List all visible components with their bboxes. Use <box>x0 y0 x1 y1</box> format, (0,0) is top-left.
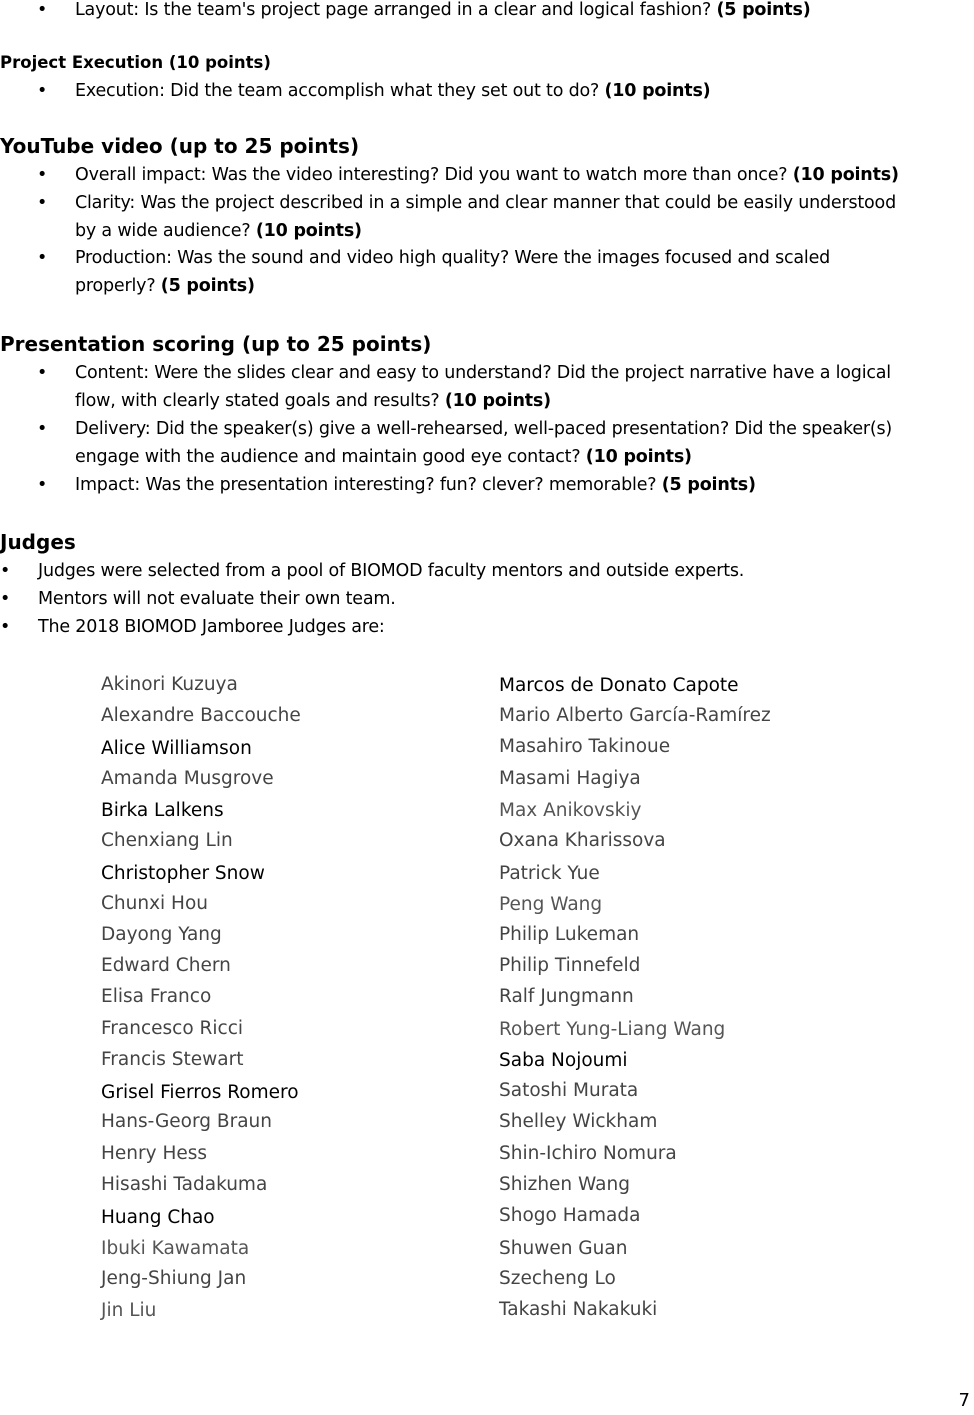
judge-name: Alice Williamson <box>101 738 252 759</box>
judge-name: Takashi Nakakuki <box>499 1299 658 1320</box>
judge-name: Akinori Kuzuya <box>101 674 238 695</box>
judge-name: Ibuki Kawamata <box>101 1238 250 1259</box>
criterion-text-line2: flow, with clearly stated goals and results? (10 points) <box>75 391 551 411</box>
judge-name: Hans-Georg Braun <box>101 1111 272 1132</box>
judges-note-text: The 2018 BIOMOD Jamboree Judges are: <box>38 617 385 637</box>
criterion-text: Layout: Is the team's project page arranged in a clear and logical fashion? (5 points) <box>75 0 811 20</box>
criterion-delivery <box>0 415 974 471</box>
judge-name: Max Anikovskiy <box>499 800 642 821</box>
judge-name: Satoshi Murata <box>499 1080 639 1101</box>
judge-name: Chenxiang Lin <box>101 830 233 851</box>
judge-name: Jeng-Shiung Jan <box>101 1268 247 1289</box>
judge-name: Francis Stewart <box>101 1049 244 1070</box>
points: (5 points) <box>661 475 756 495</box>
criterion-text-line2: engage with the audience and maintain good eye contact? (10 points) <box>75 447 692 467</box>
judge-name: Ralf Jungmann <box>499 986 634 1007</box>
judge-name: Shelley Wickham <box>499 1111 658 1132</box>
section-title-execution: Project Execution (10 points) <box>0 53 271 72</box>
judges-note <box>0 557 974 585</box>
judge-name: Jin Liu <box>101 1300 157 1321</box>
points: (5 points) <box>160 276 255 296</box>
bullet: • <box>37 193 48 213</box>
judge-name: Szecheng Lo <box>499 1268 616 1289</box>
judge-name: Shin-Ichiro Nomura <box>499 1143 677 1164</box>
bullet: • <box>37 363 48 383</box>
criterion-text: Impact: Was the presentation interesting? fun? clever? memorable? (5 points) <box>75 475 756 495</box>
criterion-layout <box>0 0 974 24</box>
criterion-text-line2: properly? (5 points) <box>75 276 255 296</box>
criterion-text: Execution: Did the team accomplish what they set out to do? (10 points) <box>75 81 711 101</box>
judge-name: Birka Lalkens <box>101 800 224 821</box>
points: (10 points) <box>444 391 551 411</box>
criterion-text-line1: Clarity: Was the project described in a simple and clear manner that could be easily understood <box>75 193 896 213</box>
criterion-text: Overall impact: Was the video interesting? Did you want to watch more than once? (10 points) <box>75 165 899 185</box>
judge-name: Robert Yung-Liang Wang <box>499 1019 726 1040</box>
points: (10 points) <box>255 221 362 241</box>
bullet: • <box>37 475 48 495</box>
bullet: • <box>0 561 11 581</box>
criterion-production <box>0 244 974 300</box>
bullet: • <box>37 248 48 268</box>
bullet: • <box>0 617 11 637</box>
judge-name: Chunxi Hou <box>101 893 209 914</box>
criterion-impact <box>0 471 974 499</box>
judge-name: Oxana Kharissova <box>499 830 666 851</box>
judge-name: Francesco Ricci <box>101 1018 244 1039</box>
judge-name: Philip Tinnefeld <box>499 955 641 976</box>
judge-name: Dayong Yang <box>101 924 222 945</box>
page-number: 7 <box>958 1390 970 1411</box>
judge-name: Huang Chao <box>101 1207 215 1228</box>
criterion-clarity <box>0 189 974 245</box>
criterion-overall-impact <box>0 161 974 189</box>
judge-name: Shuwen Guan <box>499 1238 628 1259</box>
judge-name: Shogo Hamada <box>499 1205 641 1226</box>
section-title-presentation: Presentation scoring (up to 25 points) <box>0 332 432 356</box>
judge-name: Marcos de Donato Capote <box>499 675 739 696</box>
judge-name: Saba Nojoumi <box>499 1050 628 1071</box>
points: (10 points) <box>604 81 711 101</box>
criterion-text-line1: Production: Was the sound and video high quality? Were the images focused and scaled <box>75 248 831 268</box>
judge-name: Masahiro Takinoue <box>499 736 671 757</box>
judges-note-text: Judges were selected from a pool of BIOMOD faculty mentors and outside experts. <box>38 561 745 581</box>
judge-name: Edward Chern <box>101 955 231 976</box>
judge-name: Philip Lukeman <box>499 924 640 945</box>
points: (5 points) <box>716 0 811 20</box>
judges-note <box>0 613 974 641</box>
judges-note <box>0 585 974 613</box>
judge-name: Alexandre Baccouche <box>101 705 301 726</box>
criterion-execution <box>0 77 974 105</box>
bullet: • <box>0 589 11 609</box>
judge-name: Elisa Franco <box>101 986 212 1007</box>
judge-name: Christopher Snow <box>101 863 265 884</box>
bullet: • <box>37 81 48 101</box>
judges-note-text: Mentors will not evaluate their own team. <box>38 589 396 609</box>
bullet: • <box>37 165 48 185</box>
points: (10 points) <box>792 165 899 185</box>
bullet: • <box>37 419 48 439</box>
judge-name: Amanda Musgrove <box>101 768 274 789</box>
section-title-judges: Judges <box>0 530 76 554</box>
points: (10 points) <box>585 447 692 467</box>
judge-name: Patrick Yue <box>499 863 600 884</box>
criterion-text-line2: by a wide audience? (10 points) <box>75 221 362 241</box>
bullet: • <box>37 0 48 20</box>
criterion-text-line1: Content: Were the slides clear and easy to understand? Did the project narrative have a logical <box>75 363 891 383</box>
judge-name: Grisel Fierros Romero <box>101 1082 299 1103</box>
criterion-content <box>0 359 974 415</box>
section-title-youtube: YouTube video (up to 25 points) <box>0 134 360 158</box>
judge-name: Mario Alberto García-Ramírez <box>499 705 771 726</box>
judge-name: Peng Wang <box>499 894 603 915</box>
criterion-text-line1: Delivery: Did the speaker(s) give a well-rehearsed, well-paced presentation? Did the speaker(s) <box>75 419 893 439</box>
judge-name: Masami Hagiya <box>499 768 641 789</box>
judge-name: Shizhen Wang <box>499 1174 630 1195</box>
judge-name: Hisashi Tadakuma <box>101 1174 268 1195</box>
judge-name: Henry Hess <box>101 1143 208 1164</box>
